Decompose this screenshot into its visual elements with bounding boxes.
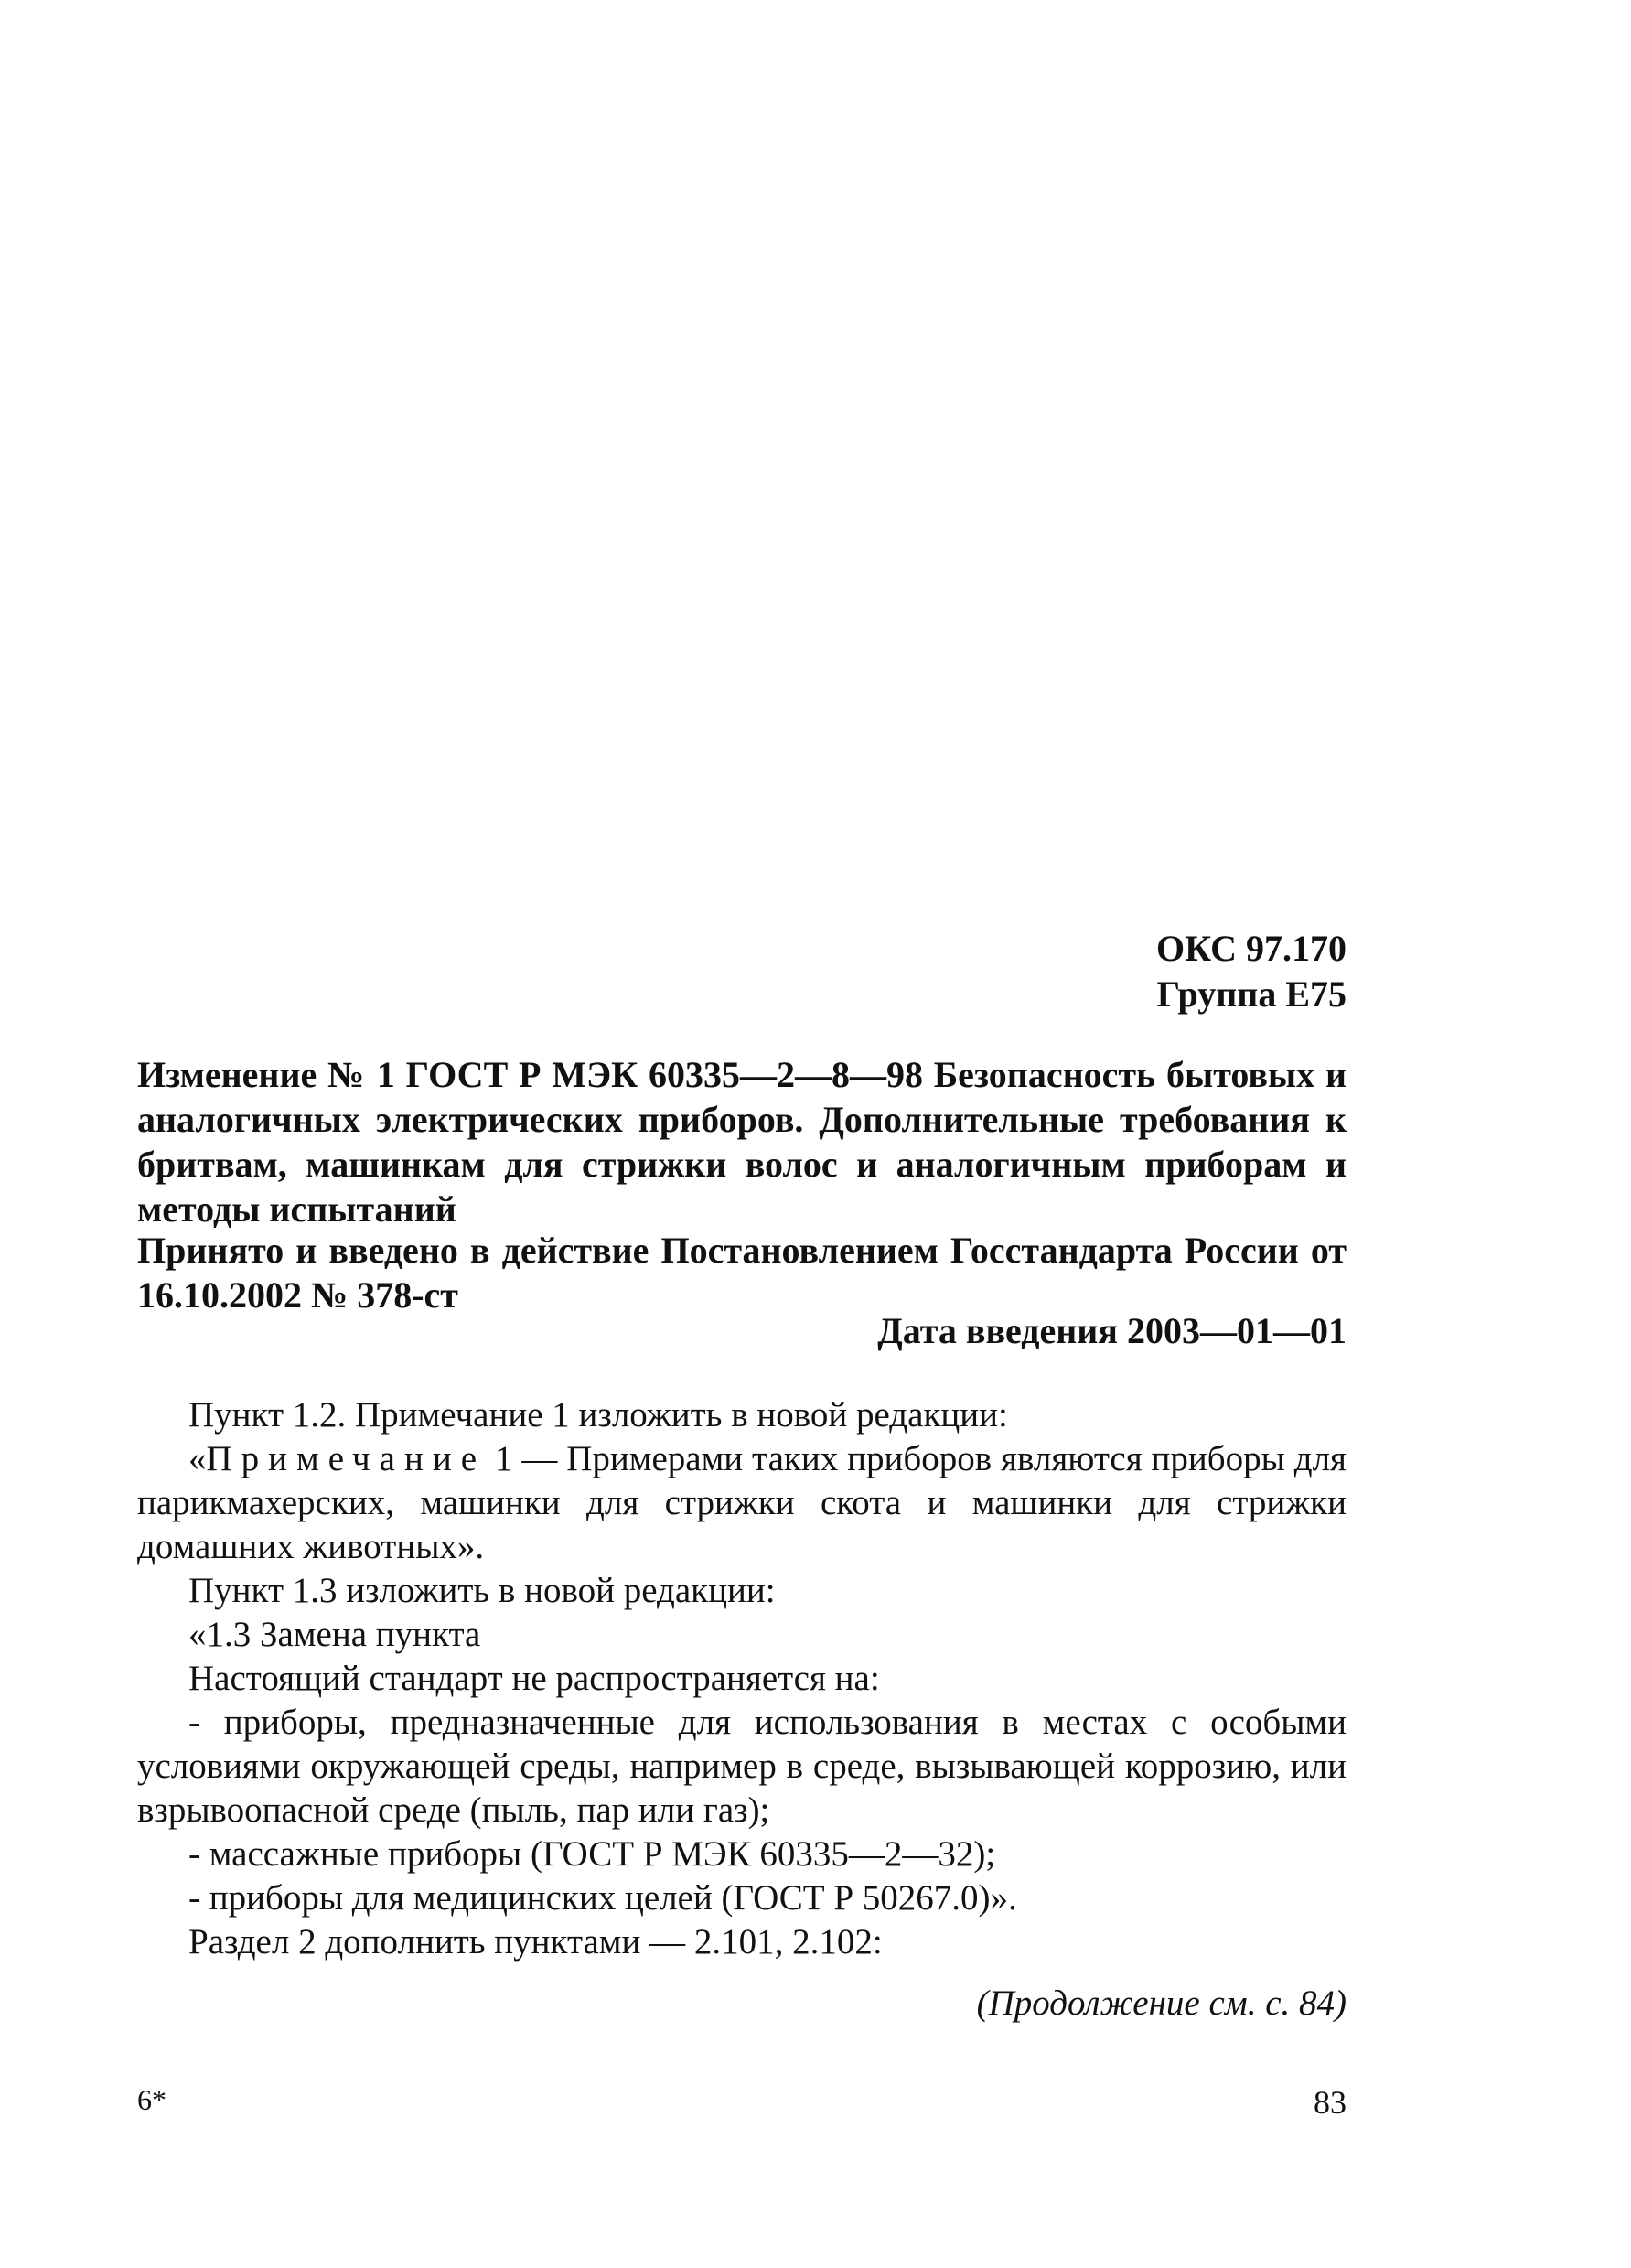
page-number: 83 <box>1314 2084 1347 2121</box>
quote-open: « <box>188 1439 207 1478</box>
paragraph: «1.3 Замена пункта <box>188 1615 481 1654</box>
continued-note: (Продолжение см. с. 84) <box>976 1983 1347 2023</box>
oks-code: ОКС 97.170 <box>1155 928 1347 969</box>
paragraph: Пункт 1.3 изложить в новой редакции: <box>188 1571 776 1610</box>
group-code: Группа Е75 <box>1156 973 1347 1015</box>
effective-date: Дата введения 2003—01—01 <box>877 1310 1347 1351</box>
signature-mark: 6* <box>137 2083 166 2116</box>
document-title: Изменение № 1 ГОСТ Р МЭК 60335—2—8—98 Безопасность бытовых и аналогичных электрических приборов. Дополнительные требования к бритвам, машинкам для стрижки волос и аналогичным приборам и методы испытаний <box>137 1054 1347 1230</box>
adoption-statement: Принято и введено в действие Постановлением Госстандарта России от 16.10.2002 № 378-ст <box>137 1230 1347 1316</box>
note-label: Примечание <box>206 1439 487 1478</box>
classification-header <box>137 926 1347 1017</box>
list-item: - приборы, предназначенные для использования в местах с особыми условиями окружающей среды, например в среде, вызывающей коррозию, или взрывоопасной среде (пыль, пар или газ); <box>137 1703 1347 1830</box>
paragraph: Пункт 1.2. Примечание 1 изложить в новой редакции: <box>188 1395 1008 1435</box>
note-text: 1 — Примерами таких приборов являются приборы для парикмахерских, машинки для стрижки скота и машинки для стрижки домашних животных». <box>137 1439 1347 1566</box>
note-paragraph <box>137 1437 1347 1569</box>
list-item: - массажные приборы (ГОСТ Р МЭК 60335—2—32); <box>188 1834 996 1874</box>
paragraph: Настоящий стандарт не распространяется на: <box>188 1659 880 1698</box>
amendment-body <box>137 1393 1347 1964</box>
paragraph: Раздел 2 дополнить пунктами — 2.101, 2.102: <box>188 1922 883 1962</box>
list-item: - приборы для медицинских целей (ГОСТ Р 50267.0)». <box>188 1878 1017 1918</box>
